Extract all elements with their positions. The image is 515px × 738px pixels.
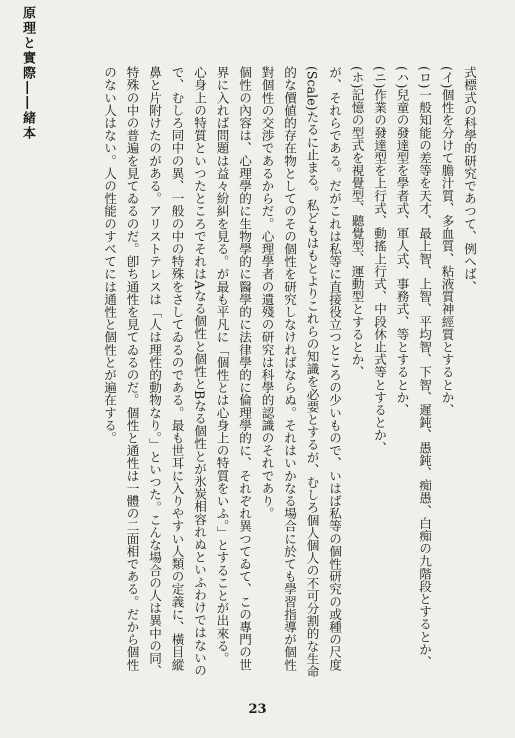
list-item-ha: (ハ)兒童の發達型を學者式、軍人式、事務式、等とするとか、 [394, 66, 410, 417]
list-item-ni: (ニ)作業の發達型を上行式、動搖上行式、中段休止式等とするとか、 [372, 66, 387, 454]
list-item-ro: (ロ)一般知能の差等を天才、最上智、上智、平均智、下智、遲鈍、愚鈍、痴愚、白痴の九階段とするとか、 [417, 66, 432, 669]
paragraph-3: 個性の內容は、心理學的に生物學的に醫學的に法律學的に倫理學的に、それぞれ異つてゐて、この專門の世界に入れば問題は益々紛糾を見る。が最も平凡に「個性とは心身上の特質をいふ。」とすることが出來る。 [214, 66, 252, 671]
list-item-ho: (ホ)記憶の型式を視覺型、聽覺型、運動型とするとか、 [349, 66, 365, 379]
paragraph-1: 式標式の科學的研究であつて、例へば、 [462, 66, 477, 293]
running-head: 原理と實際――緒本 [20, 6, 35, 141]
body-text [60, 66, 480, 681]
page-number: 23 [248, 702, 267, 717]
paragraph-2: が、それらである。だがこれは私等に直接役立つところの少いもので、いはば私等の個性研究の或種の尺度(Scale)たるに止まる。私どもはもとよりこれらの知識を必要とするが、むしろ個人個人の不可分割的な生命的な價値的存在物としてのその個性を研究しなければならぬ。それはいかなる場合に於ても學習指導が個性對個性の交渉であるからだ。心理學者の遺殘の研究は科學的認識のそれであり。 [259, 66, 342, 678]
paragraph-4: 心身上の特質といつたところでそれはAなる個性と個性とBなる個性とが氷炭相容れぬといふわけではないので、むしろ同中の異、一般の中の特殊をさしてゐるのである。最も世耳に入りやすい人類の定義に、橫目縱鼻と片附けたのがある。アリストテレスは「人は理性的動物なり。」といつた。こんな場合の人は異中の同、特殊の中の普遍を見てゐるのだ。卽ち通性を見てゐるのだ。個性と通性は一體の二面相である。だから個性のない人はない。人の性能のすべてには通性と個性とが遍在する。 [102, 66, 207, 678]
list-item-i: (イ)個性を分けて膽汁質、多血質、粘液質神經質とするとか、 [439, 66, 455, 417]
